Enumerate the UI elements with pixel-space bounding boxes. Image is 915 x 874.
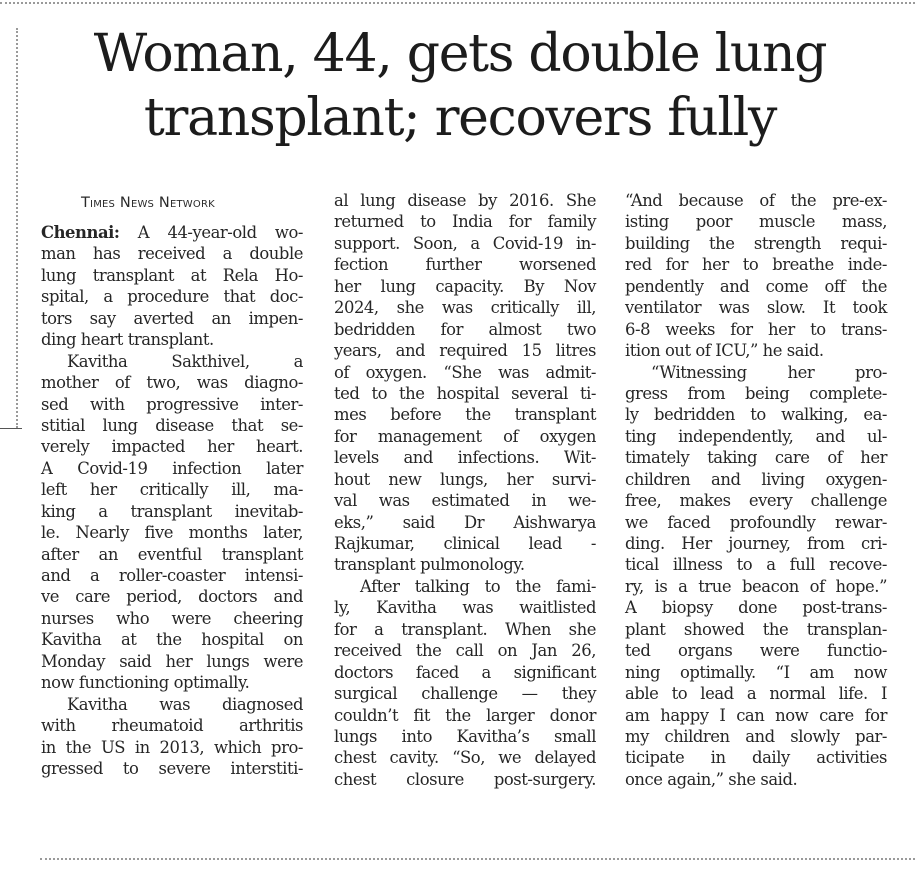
byline-text: Times News Network (81, 195, 215, 211)
article-line: 2024, she was critically ill, (334, 298, 596, 318)
byline (41, 190, 303, 222)
dateline: Chennai: (41, 223, 120, 242)
article-column-1 (41, 190, 303, 779)
article-line: lungs into Kavitha’s small (334, 726, 596, 746)
article-line: ting independently, and ul- (625, 426, 887, 446)
article-line: ition out of ICU,” he said. (625, 341, 824, 361)
article-line: Rajkumar, clinical lead - (334, 534, 596, 553)
article-line: nurses who were cheering (41, 608, 303, 628)
article-line: 6-8 weeks for her to trans- (625, 319, 887, 339)
article-line: hout new lungs, her survi- (334, 469, 596, 489)
article-line: building the strength requi- (625, 233, 887, 253)
article-line: sed with progressive inter- (41, 394, 303, 414)
article-line: returned to India for family (334, 212, 596, 232)
article-line: plant showed the transplan- (625, 619, 887, 639)
article-line: Kavitha at the hospital on (41, 630, 303, 650)
article-line: king a transplant inevitab- (41, 501, 303, 521)
article-line: ding heart transplant. (41, 330, 214, 350)
bottom-dotted-border (40, 858, 915, 860)
article-column-3 (625, 190, 887, 790)
article-line: bedridden for almost two (334, 319, 596, 339)
article-line: mes before the transplant (334, 405, 596, 425)
article-line: A biopsy done post-trans- (625, 598, 887, 618)
article-line: with rheumatoid arthritis (41, 716, 303, 736)
article-line: ding. Her journey, from cri- (625, 534, 887, 553)
article-line: mother of two, was diagno- (41, 373, 303, 393)
article-line: years, and required 15 litres (334, 341, 596, 361)
article-line: gress from being complete- (625, 383, 887, 403)
headline: Woman, 44, gets double lung transplant; recovers fully (93, 24, 827, 148)
article-line: ventilator was slow. It took (625, 298, 887, 318)
article-line: children and living oxygen- (625, 469, 887, 489)
article-line: surgical challenge — they (334, 684, 596, 704)
left-dotted-border (16, 28, 18, 428)
article-line: man has received a double (41, 244, 303, 264)
article-line: Chennai: A 44-year-old wo- (41, 223, 303, 242)
article-line: Kavitha Sakthivel, a (67, 351, 303, 371)
article-line: pendently and come off the (625, 276, 887, 296)
article-line: support. Soon, a Covid-19 in- (334, 233, 596, 253)
article-line: ve care period, doctors and (41, 587, 303, 607)
article-line: now functioning optimally. (41, 673, 250, 693)
article-line: chest cavity. “So, we delayed (334, 748, 596, 768)
article-line: verely impacted her heart. (41, 437, 303, 457)
article-line: received the call on Jan 26, (334, 641, 596, 661)
article-line: her lung capacity. By Nov (334, 276, 596, 296)
article-line: after an eventful transplant (41, 544, 303, 564)
article-line: and a roller-coaster intensi- (41, 566, 303, 585)
article-line: al lung disease by 2016. She (334, 191, 596, 210)
article-line: Kavitha was diagnosed (67, 694, 303, 714)
article-line: ly, Kavitha was waitlisted (334, 598, 596, 618)
article-line: spital, a procedure that doc- (41, 287, 303, 307)
top-dotted-border (0, 2, 915, 4)
article-line: for management of oxygen (334, 426, 596, 446)
article-line: ted to the hospital several ti- (334, 383, 596, 403)
article-line: le. Nearly five months later, (41, 523, 303, 543)
article-line: A Covid-19 infection later (41, 458, 303, 478)
article-line: ry, is a true beacon of hope.” (625, 576, 887, 596)
article-line: stitial lung disease that se- (41, 415, 303, 435)
article-line: timately taking care of her (625, 448, 887, 468)
article-line: ning optimally. “I am now (625, 662, 887, 682)
article-line: red for her to breathe inde- (625, 255, 887, 275)
article-line: chest closure post-surgery. (334, 769, 596, 789)
article-line: tors say averted an impen- (41, 308, 303, 328)
article-line: Monday said her lungs were (41, 651, 303, 671)
article-line: for a transplant. When she (334, 619, 596, 639)
article-line: left her critically ill, ma- (41, 480, 303, 500)
article-line: doctors faced a significant (334, 662, 596, 682)
article-line: “Witnessing her pro- (651, 362, 887, 382)
article-line: in the US in 2013, which pro- (41, 737, 303, 757)
article-column-2 (334, 190, 596, 790)
article-line: gressed to severe interstiti- (41, 758, 303, 778)
article-line: free, makes every challenge (625, 491, 887, 511)
article-line: levels and infections. Wit- (334, 448, 596, 468)
article-line: my children and slowly par- (625, 726, 887, 746)
article-line: lung transplant at Rela Ho- (41, 265, 303, 285)
article-line: “And because of the pre-ex- (625, 191, 887, 210)
article-line: fection further worsened (334, 255, 596, 275)
article-line: isting poor muscle mass, (625, 212, 887, 232)
article-line: couldn’t fit the larger donor (334, 705, 596, 725)
left-rule (0, 428, 22, 429)
article-line: am happy I can now care for (625, 705, 887, 725)
article-line: eks,” said Dr Aishwarya (334, 512, 596, 532)
article-line: val was estimated in we- (334, 491, 596, 511)
article-line: transplant pulmonology. (334, 555, 525, 575)
article-line: ly bedridden to walking, ea- (625, 405, 887, 425)
article-line: After talking to the fami- (360, 576, 596, 596)
article-line: of oxygen. “She was admit- (334, 362, 596, 382)
article-line: tical illness to a full recove- (625, 555, 887, 575)
article-line: once again,” she said. (625, 769, 798, 789)
article-line: ted organs were functio- (625, 641, 887, 661)
article-line: we faced profoundly rewar- (625, 512, 887, 532)
article-line: ticipate in daily activities (625, 748, 887, 768)
article-line: able to lead a normal life. I (625, 684, 887, 704)
